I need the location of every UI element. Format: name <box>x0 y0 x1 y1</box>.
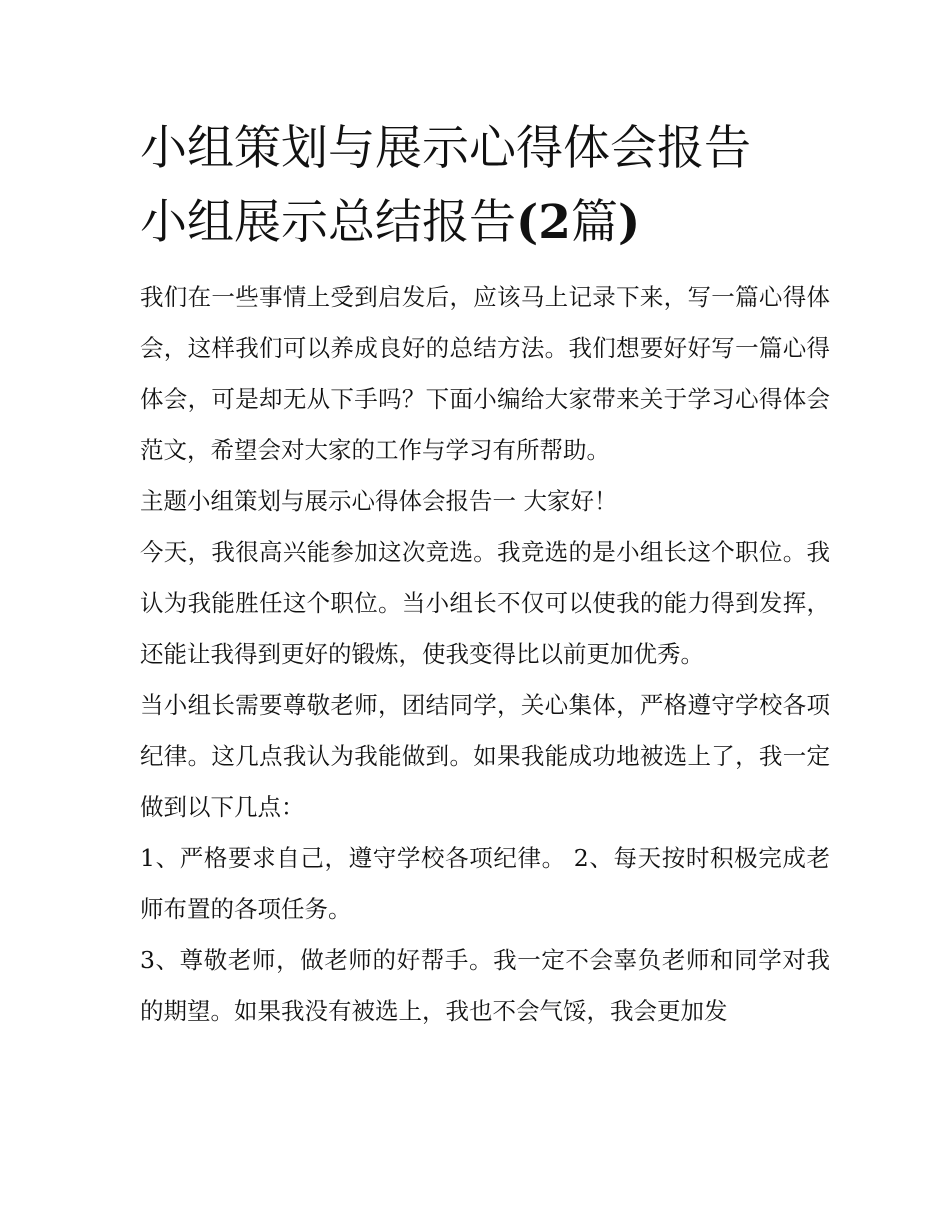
paragraph-intro: 我们在一些事情上受到启发后，应该马上记录下来，写一篇心得体会，这样我们可以养成良好的总结方法。我们想要好好写一篇心得体会，可是却无从下手吗？下面小编给大家带来关于学习心得体会范文，希望会对大家的工作与学习有所帮助。 <box>140 283 830 464</box>
document-body <box>140 112 830 1037</box>
title-count-unit: 篇 <box>570 195 618 250</box>
paragraph-point-3: 3、尊敬老师，做老师的好帮手。我一定不会辜负老师和同学对我的期望。如果我没有被选上，我也不会气馁，我会更加发 <box>140 946 830 1025</box>
document-title <box>140 112 830 260</box>
paragraph-candidacy: 今天，我很高兴能参加这次竞选。我竞选的是小组长这个职位。我认为我能胜任这个职位。当小组长不仅可以使我的能力得到发挥，还能让我得到更好的锻炼，使我变得比以前更加优秀。 <box>140 538 830 668</box>
title-count-close: ) <box>617 195 641 250</box>
title-line-2-text: 小组展示总结报告 <box>140 195 516 250</box>
paragraph-requirements: 当小组长需要尊敬老师，团结同学，关心集体，严格遵守学校各项纪律。这几点我认为我能做到。如果我能成功地被选上了，我一定做到以下几点： <box>140 691 830 821</box>
title-line-1: 小组策划与展示心得体会报告 <box>140 121 751 176</box>
paragraph-point-1-2: 1、严格要求自己，遵守学校各项纪律。 2、每天按时积极完成老师布置的各项任务。 <box>140 844 830 923</box>
paragraph-topic-greeting: 主题小组策划与展示心得体会报告一 大家好！ <box>140 487 618 515</box>
title-line-2 <box>140 186 830 260</box>
title-count-open: (2 <box>516 195 571 250</box>
